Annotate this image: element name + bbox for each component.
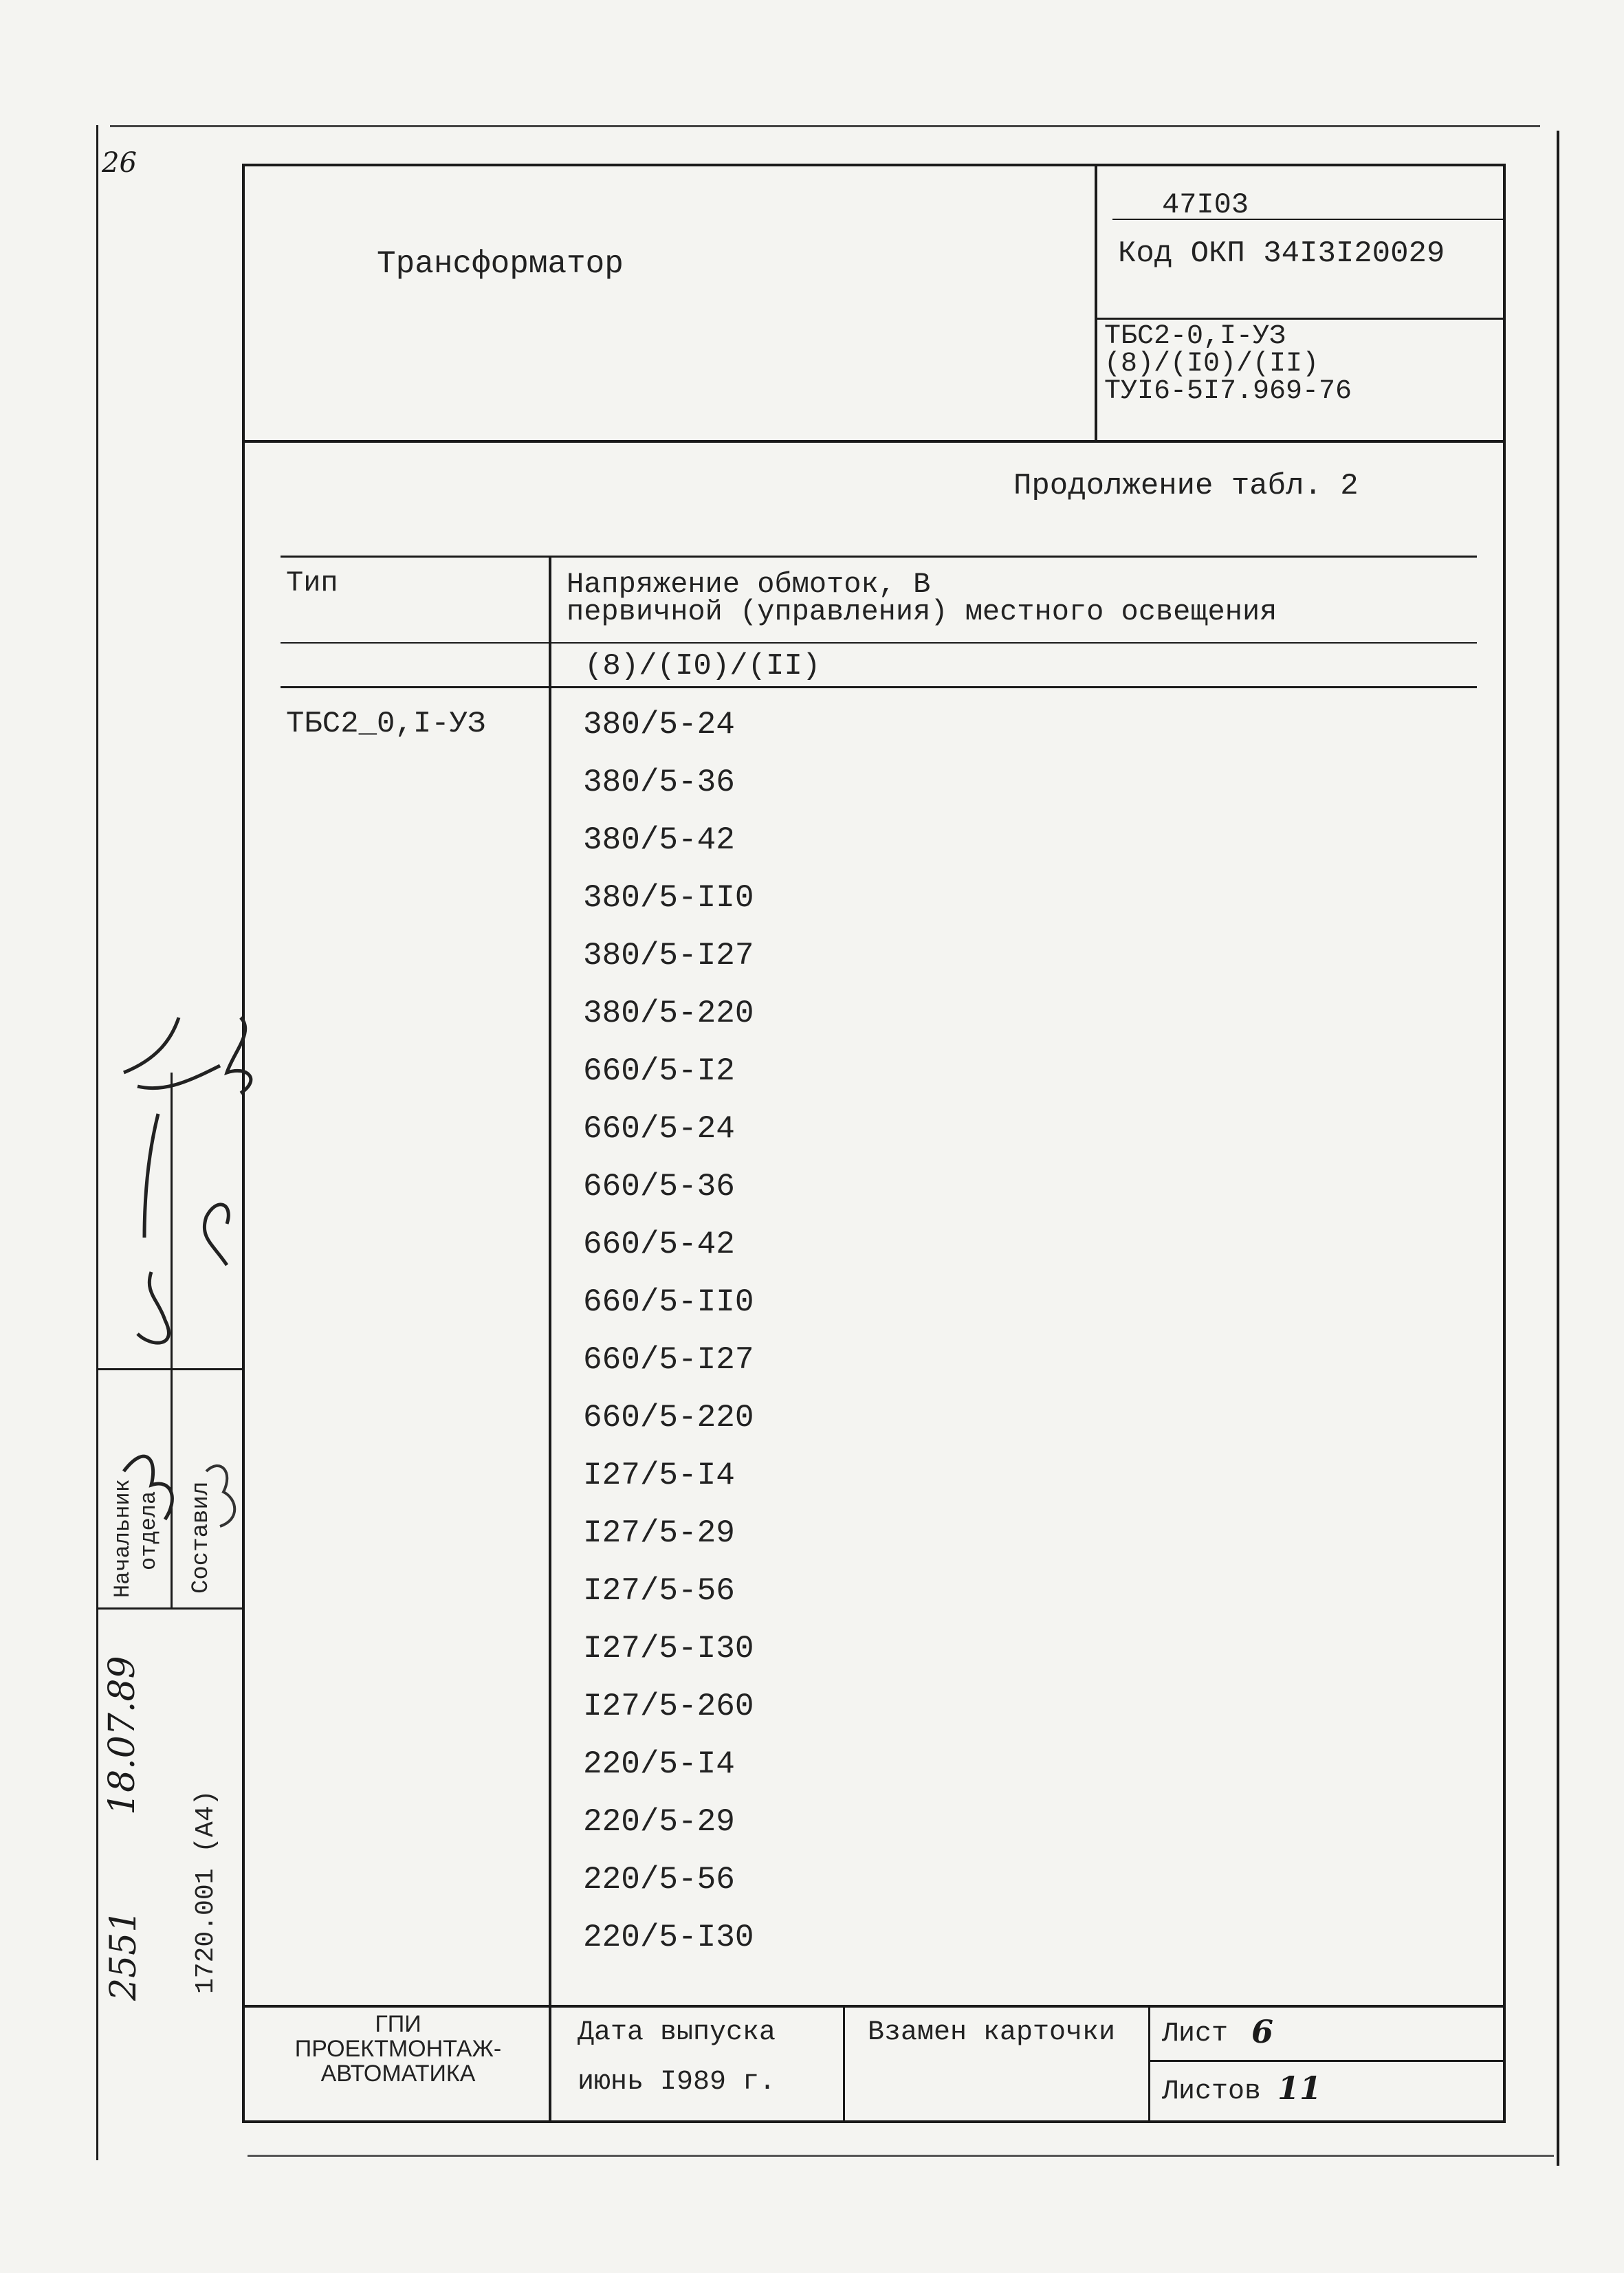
margin-date-handwritten: 18.07.89 [102,1656,143,1815]
header-bottom-rule [242,440,1506,443]
header-model-line-1: ТБС2-0,I-УЗ [1104,321,1286,352]
page-bottom-rule [248,2155,1554,2157]
table-row: 380/5-24 [583,707,735,743]
continuation-label: Продолжение табл. 2 [1013,469,1359,503]
table-row: 380/5-II0 [583,880,754,916]
table-row: 220/5-I4 [583,1746,735,1782]
table-row: 660/5-II0 [583,1284,754,1320]
table-row: 660/5-36 [583,1169,735,1205]
table-row: 380/5-220 [583,996,754,1031]
header-code-rule [1095,318,1506,320]
table-col-voltage-header-2: первичной (управления) местного освещения [567,595,1277,628]
signature-compiler-date [206,1466,234,1526]
footer-sheet-label: Лист [1162,2019,1229,2050]
footer-date-label: Дата выпуска [578,2017,776,2048]
table-row: 660/5-I27 [583,1342,754,1378]
table-type-value: ТБС2_0,I-УЗ [286,707,486,741]
form-bottom-border [242,2120,1506,2123]
table-row: 660/5-220 [583,1400,754,1436]
corner-number: 26 [102,147,137,179]
footer-sheet-rule [1148,2060,1504,2062]
table-row: I27/5-29 [583,1515,735,1551]
margin-signatures [96,976,261,1705]
header-model-line-2: (8)/(I0)/(II) [1104,349,1319,380]
margin-format-code: 1720.001 (А4) [191,1790,221,1994]
table-row: I27/5-56 [583,1573,735,1609]
footer-org-line-1: ГПИ [375,2011,421,2037]
footer-sheets-label: Листов [1162,2076,1262,2107]
table-row: 380/5-42 [583,822,735,858]
margin-compiled-label: Составил [188,1481,215,1594]
table-row: 220/5-I30 [583,1920,754,1955]
table-row: I27/5-260 [583,1689,754,1724]
table-column-rule [549,556,551,2123]
footer-split-1 [843,2005,845,2122]
footer-sheet-value: 6 [1251,2013,1274,2050]
margin-doc-number: 2551 [103,1909,144,2001]
signature-compiler [204,1018,251,1265]
footer-top-rule [242,2005,1506,2008]
table-top-rule [281,556,1477,558]
footer-org-line-2: ПРОЕКТМОНТАЖ- [294,2036,502,2062]
margin-head-label-2: отдела [136,1491,162,1570]
page-right-rule [1557,131,1559,2166]
signature-stroke-1 [124,1018,220,1088]
table-header-rule [281,642,1477,644]
header-model [1104,323,1352,406]
table-col-type-header: Тип [286,567,338,600]
footer-replace-label: Взамен карточки [868,2017,1116,2048]
header-title: Трансформатор [377,246,624,282]
table-row: 380/5-I27 [583,938,754,974]
form-right-border [1503,164,1506,2123]
table-variant-row: (8)/(I0)/(II) [584,649,821,683]
footer-split-2 [1148,2005,1150,2122]
signature-head [138,1114,168,1343]
form-top-border [242,164,1506,166]
table-row: 660/5-24 [583,1111,735,1147]
footer-sheets-value: 11 [1277,2069,1322,2107]
table-col-voltage-header-1: Напряжение обмоток, В [567,568,931,601]
margin-head-label-1: Начальник [110,1479,135,1598]
footer-org-line-3: АВТОМАТИКА [320,2061,476,2087]
table-row: I27/5-I4 [583,1458,735,1493]
table-row: 660/5-42 [583,1227,735,1262]
table-row: 380/5-36 [583,765,735,800]
footer-org [250,2012,546,2086]
header-model-line-3: ТУI6-5I7.969-76 [1104,376,1352,407]
table-row: 220/5-29 [583,1804,735,1840]
header-code-okp: Код ОКП 34I3I20029 [1118,237,1445,271]
page-top-rule [110,125,1540,127]
table-row: 660/5-I2 [583,1053,735,1089]
table-variant-rule [281,686,1477,688]
table-row: I27/5-I30 [583,1631,754,1667]
header-code-top: 47I03 [1162,188,1249,221]
signature-date [124,1456,172,1519]
table-row: 220/5-56 [583,1862,735,1898]
header-split-rule [1095,164,1097,441]
footer-date-value: июнь I989 г. [578,2067,776,2098]
